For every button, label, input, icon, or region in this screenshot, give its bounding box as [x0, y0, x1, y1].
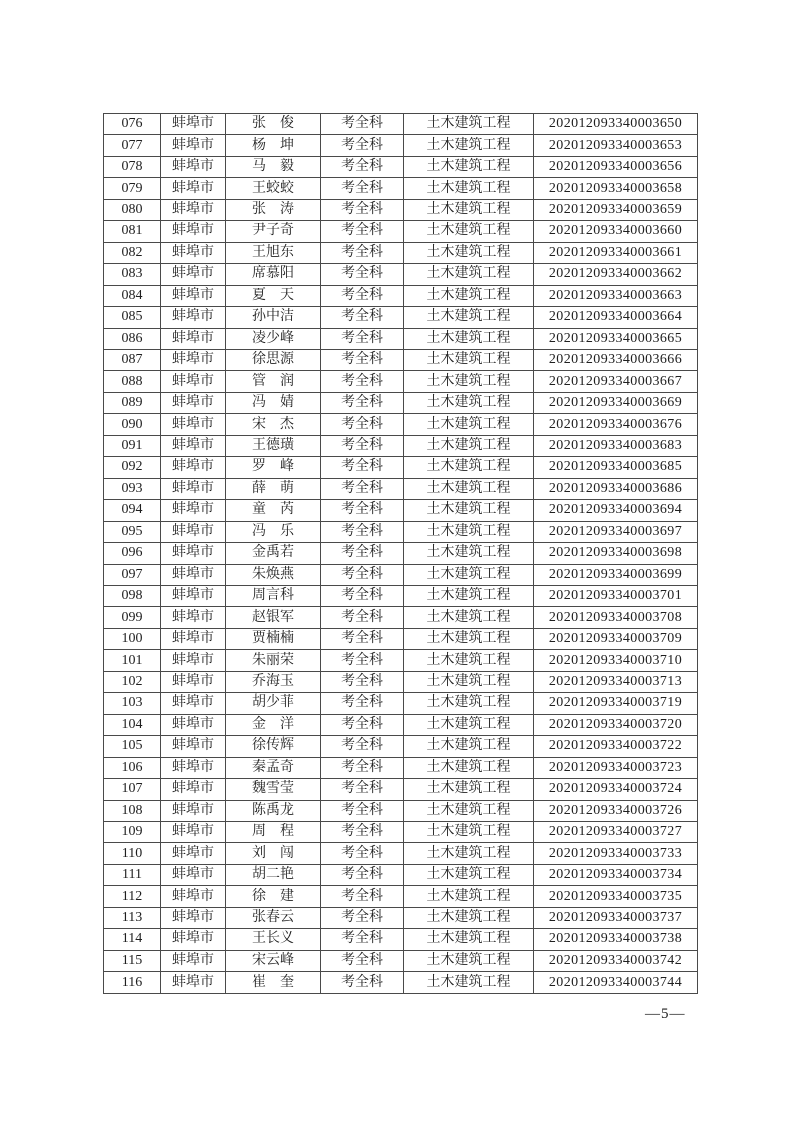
cell-name: 朱焕燕: [226, 564, 321, 585]
cell-code: 202012093340003686: [534, 478, 698, 499]
cell-city: 蚌埠市: [161, 864, 226, 885]
cell-city: 蚌埠市: [161, 757, 226, 778]
cell-exam: 考全科: [321, 135, 404, 156]
cell-major: 土木建筑工程: [404, 264, 534, 285]
cell-name: 杨 坤: [226, 135, 321, 156]
cell-exam: 考全科: [321, 500, 404, 521]
cell-major: 土木建筑工程: [404, 285, 534, 306]
cell-city: 蚌埠市: [161, 736, 226, 757]
cell-exam: 考全科: [321, 178, 404, 199]
cell-seq: 096: [104, 543, 161, 564]
cell-code: 202012093340003653: [534, 135, 698, 156]
table-row: [104, 757, 698, 778]
cell-seq: 111: [104, 864, 161, 885]
cell-city: 蚌埠市: [161, 242, 226, 263]
cell-exam: 考全科: [321, 779, 404, 800]
cell-seq: 081: [104, 221, 161, 242]
cell-name: 王蛟蛟: [226, 178, 321, 199]
cell-exam: 考全科: [321, 199, 404, 220]
cell-major: 土木建筑工程: [404, 435, 534, 456]
cell-seq: 086: [104, 328, 161, 349]
cell-code: 202012093340003744: [534, 972, 698, 994]
cell-seq: 102: [104, 671, 161, 692]
cell-name: 席慕阳: [226, 264, 321, 285]
cell-name: 胡二艳: [226, 864, 321, 885]
cell-code: 202012093340003662: [534, 264, 698, 285]
cell-code: 202012093340003727: [534, 821, 698, 842]
cell-city: 蚌埠市: [161, 671, 226, 692]
cell-name: 金禹若: [226, 543, 321, 564]
table-row: [104, 671, 698, 692]
cell-seq: 080: [104, 199, 161, 220]
cell-major: 土木建筑工程: [404, 886, 534, 907]
cell-seq: 093: [104, 478, 161, 499]
cell-seq: 091: [104, 435, 161, 456]
cell-major: 土木建筑工程: [404, 392, 534, 413]
cell-name: 徐 建: [226, 886, 321, 907]
cell-seq: 106: [104, 757, 161, 778]
cell-name: 宋云峰: [226, 950, 321, 971]
cell-city: 蚌埠市: [161, 285, 226, 306]
cell-name: 王长义: [226, 929, 321, 950]
table-row: [104, 950, 698, 971]
cell-exam: 考全科: [321, 693, 404, 714]
cell-name: 周言科: [226, 585, 321, 606]
cell-name: 徐传辉: [226, 736, 321, 757]
cell-major: 土木建筑工程: [404, 307, 534, 328]
cell-major: 土木建筑工程: [404, 349, 534, 370]
cell-city: 蚌埠市: [161, 414, 226, 435]
cell-major: 土木建筑工程: [404, 564, 534, 585]
cell-seq: 105: [104, 736, 161, 757]
cell-code: 202012093340003722: [534, 736, 698, 757]
cell-code: 202012093340003723: [534, 757, 698, 778]
table-row: [104, 435, 698, 456]
cell-city: 蚌埠市: [161, 950, 226, 971]
cell-name: 张 涛: [226, 199, 321, 220]
cell-exam: 考全科: [321, 521, 404, 542]
cell-city: 蚌埠市: [161, 114, 226, 135]
cell-seq: 113: [104, 907, 161, 928]
cell-major: 土木建筑工程: [404, 607, 534, 628]
cell-major: 土木建筑工程: [404, 972, 534, 994]
cell-major: 土木建筑工程: [404, 114, 534, 135]
cell-seq: 085: [104, 307, 161, 328]
cell-name: 朱丽荣: [226, 650, 321, 671]
cell-code: 202012093340003683: [534, 435, 698, 456]
cell-name: 王德璜: [226, 435, 321, 456]
cell-name: 周 程: [226, 821, 321, 842]
cell-name: 陈禹龙: [226, 800, 321, 821]
cell-name: 管 润: [226, 371, 321, 392]
table-row: [104, 371, 698, 392]
cell-code: 202012093340003720: [534, 714, 698, 735]
cell-major: 土木建筑工程: [404, 156, 534, 177]
cell-exam: 考全科: [321, 736, 404, 757]
table-row: [104, 821, 698, 842]
cell-major: 土木建筑工程: [404, 736, 534, 757]
cell-exam: 考全科: [321, 607, 404, 628]
cell-major: 土木建筑工程: [404, 500, 534, 521]
table-row: [104, 457, 698, 478]
cell-city: 蚌埠市: [161, 521, 226, 542]
cell-city: 蚌埠市: [161, 328, 226, 349]
cell-code: 202012093340003701: [534, 585, 698, 606]
cell-name: 冯 乐: [226, 521, 321, 542]
cell-exam: 考全科: [321, 714, 404, 735]
cell-name: 金 洋: [226, 714, 321, 735]
cell-city: 蚌埠市: [161, 543, 226, 564]
cell-seq: 088: [104, 371, 161, 392]
cell-major: 土木建筑工程: [404, 135, 534, 156]
table-row: [104, 800, 698, 821]
cell-city: 蚌埠市: [161, 478, 226, 499]
cell-code: 202012093340003669: [534, 392, 698, 413]
cell-exam: 考全科: [321, 328, 404, 349]
cell-exam: 考全科: [321, 821, 404, 842]
cell-city: 蚌埠市: [161, 392, 226, 413]
cell-name: 胡少菲: [226, 693, 321, 714]
cell-major: 土木建筑工程: [404, 671, 534, 692]
cell-exam: 考全科: [321, 543, 404, 564]
table-row: [104, 414, 698, 435]
cell-code: 202012093340003698: [534, 543, 698, 564]
cell-city: 蚌埠市: [161, 800, 226, 821]
table-row: [104, 843, 698, 864]
cell-code: 202012093340003713: [534, 671, 698, 692]
cell-code: 202012093340003663: [534, 285, 698, 306]
cell-exam: 考全科: [321, 307, 404, 328]
table-row: [104, 114, 698, 135]
cell-code: 202012093340003666: [534, 349, 698, 370]
table-row: [104, 199, 698, 220]
cell-major: 土木建筑工程: [404, 521, 534, 542]
cell-name: 秦孟奇: [226, 757, 321, 778]
cell-seq: 079: [104, 178, 161, 199]
table-row: [104, 714, 698, 735]
cell-city: 蚌埠市: [161, 178, 226, 199]
cell-city: 蚌埠市: [161, 457, 226, 478]
cell-city: 蚌埠市: [161, 843, 226, 864]
cell-name: 乔海玉: [226, 671, 321, 692]
table-row: [104, 929, 698, 950]
cell-seq: 082: [104, 242, 161, 263]
table-row: [104, 650, 698, 671]
cell-code: 202012093340003650: [534, 114, 698, 135]
cell-major: 土木建筑工程: [404, 950, 534, 971]
roster-table: [103, 113, 698, 994]
cell-exam: 考全科: [321, 886, 404, 907]
cell-city: 蚌埠市: [161, 714, 226, 735]
table-row: [104, 349, 698, 370]
cell-major: 土木建筑工程: [404, 628, 534, 649]
cell-name: 孙中洁: [226, 307, 321, 328]
cell-exam: 考全科: [321, 285, 404, 306]
cell-seq: 108: [104, 800, 161, 821]
cell-city: 蚌埠市: [161, 650, 226, 671]
cell-major: 土木建筑工程: [404, 221, 534, 242]
cell-city: 蚌埠市: [161, 156, 226, 177]
cell-seq: 087: [104, 349, 161, 370]
cell-city: 蚌埠市: [161, 628, 226, 649]
cell-name: 崔 奎: [226, 972, 321, 994]
cell-major: 土木建筑工程: [404, 907, 534, 928]
cell-code: 202012093340003694: [534, 500, 698, 521]
cell-code: 202012093340003660: [534, 221, 698, 242]
cell-major: 土木建筑工程: [404, 821, 534, 842]
cell-name: 凌少峰: [226, 328, 321, 349]
cell-city: 蚌埠市: [161, 907, 226, 928]
cell-code: 202012093340003719: [534, 693, 698, 714]
table-row: [104, 178, 698, 199]
cell-code: 202012093340003709: [534, 628, 698, 649]
cell-major: 土木建筑工程: [404, 864, 534, 885]
table-row: [104, 585, 698, 606]
cell-name: 薛 萌: [226, 478, 321, 499]
table-row: [104, 156, 698, 177]
cell-name: 赵银军: [226, 607, 321, 628]
cell-code: 202012093340003659: [534, 199, 698, 220]
table-row: [104, 285, 698, 306]
cell-name: 夏 天: [226, 285, 321, 306]
cell-name: 童 芮: [226, 500, 321, 521]
table-row: [104, 864, 698, 885]
cell-major: 土木建筑工程: [404, 929, 534, 950]
cell-exam: 考全科: [321, 864, 404, 885]
cell-exam: 考全科: [321, 414, 404, 435]
cell-seq: 094: [104, 500, 161, 521]
table-row: [104, 242, 698, 263]
cell-exam: 考全科: [321, 221, 404, 242]
cell-name: 魏雪莹: [226, 779, 321, 800]
cell-name: 张春云: [226, 907, 321, 928]
cell-code: 202012093340003665: [534, 328, 698, 349]
cell-exam: 考全科: [321, 671, 404, 692]
table-row: [104, 907, 698, 928]
cell-exam: 考全科: [321, 156, 404, 177]
cell-code: 202012093340003735: [534, 886, 698, 907]
cell-exam: 考全科: [321, 929, 404, 950]
cell-seq: 114: [104, 929, 161, 950]
table-row: [104, 500, 698, 521]
table-row: [104, 307, 698, 328]
cell-major: 土木建筑工程: [404, 414, 534, 435]
cell-seq: 103: [104, 693, 161, 714]
cell-major: 土木建筑工程: [404, 843, 534, 864]
cell-code: 202012093340003708: [534, 607, 698, 628]
table-row: [104, 135, 698, 156]
cell-city: 蚌埠市: [161, 349, 226, 370]
cell-major: 土木建筑工程: [404, 328, 534, 349]
table-row: [104, 392, 698, 413]
cell-seq: 092: [104, 457, 161, 478]
cell-major: 土木建筑工程: [404, 693, 534, 714]
cell-major: 土木建筑工程: [404, 178, 534, 199]
cell-major: 土木建筑工程: [404, 543, 534, 564]
table-row: [104, 264, 698, 285]
cell-seq: 095: [104, 521, 161, 542]
table-row: [104, 972, 698, 994]
cell-major: 土木建筑工程: [404, 242, 534, 263]
table-row: [104, 328, 698, 349]
table-row: [104, 564, 698, 585]
cell-name: 罗 峰: [226, 457, 321, 478]
cell-seq: 104: [104, 714, 161, 735]
cell-name: 尹子奇: [226, 221, 321, 242]
cell-exam: 考全科: [321, 478, 404, 499]
table-row: [104, 521, 698, 542]
table-row: [104, 543, 698, 564]
cell-seq: 089: [104, 392, 161, 413]
cell-code: 202012093340003661: [534, 242, 698, 263]
cell-exam: 考全科: [321, 114, 404, 135]
cell-code: 202012093340003685: [534, 457, 698, 478]
cell-code: 202012093340003733: [534, 843, 698, 864]
cell-city: 蚌埠市: [161, 500, 226, 521]
table-row: [104, 736, 698, 757]
cell-code: 202012093340003667: [534, 371, 698, 392]
cell-code: 202012093340003734: [534, 864, 698, 885]
cell-seq: 098: [104, 585, 161, 606]
cell-seq: 083: [104, 264, 161, 285]
table-row: [104, 628, 698, 649]
cell-city: 蚌埠市: [161, 307, 226, 328]
cell-exam: 考全科: [321, 371, 404, 392]
cell-exam: 考全科: [321, 585, 404, 606]
cell-seq: 097: [104, 564, 161, 585]
cell-exam: 考全科: [321, 650, 404, 671]
table-row: [104, 221, 698, 242]
cell-seq: 076: [104, 114, 161, 135]
cell-name: 贾楠楠: [226, 628, 321, 649]
cell-city: 蚌埠市: [161, 607, 226, 628]
cell-city: 蚌埠市: [161, 821, 226, 842]
cell-city: 蚌埠市: [161, 135, 226, 156]
cell-seq: 077: [104, 135, 161, 156]
cell-code: 202012093340003656: [534, 156, 698, 177]
cell-city: 蚌埠市: [161, 886, 226, 907]
cell-exam: 考全科: [321, 628, 404, 649]
table-row: [104, 886, 698, 907]
cell-code: 202012093340003726: [534, 800, 698, 821]
cell-major: 土木建筑工程: [404, 779, 534, 800]
cell-city: 蚌埠市: [161, 221, 226, 242]
cell-exam: 考全科: [321, 564, 404, 585]
cell-name: 冯 婧: [226, 392, 321, 413]
cell-city: 蚌埠市: [161, 693, 226, 714]
cell-city: 蚌埠市: [161, 779, 226, 800]
cell-major: 土木建筑工程: [404, 478, 534, 499]
cell-name: 马 毅: [226, 156, 321, 177]
table-row: [104, 779, 698, 800]
cell-name: 刘 闯: [226, 843, 321, 864]
cell-seq: 100: [104, 628, 161, 649]
cell-major: 土木建筑工程: [404, 800, 534, 821]
cell-major: 土木建筑工程: [404, 757, 534, 778]
cell-exam: 考全科: [321, 757, 404, 778]
cell-code: 202012093340003742: [534, 950, 698, 971]
table-row: [104, 693, 698, 714]
cell-major: 土木建筑工程: [404, 457, 534, 478]
cell-city: 蚌埠市: [161, 264, 226, 285]
cell-exam: 考全科: [321, 392, 404, 413]
cell-city: 蚌埠市: [161, 199, 226, 220]
cell-seq: 090: [104, 414, 161, 435]
cell-exam: 考全科: [321, 435, 404, 456]
cell-city: 蚌埠市: [161, 435, 226, 456]
cell-code: 202012093340003710: [534, 650, 698, 671]
page-number: —5—: [645, 1006, 686, 1022]
table-row: [104, 607, 698, 628]
cell-major: 土木建筑工程: [404, 714, 534, 735]
cell-code: 202012093340003699: [534, 564, 698, 585]
cell-exam: 考全科: [321, 843, 404, 864]
cell-city: 蚌埠市: [161, 564, 226, 585]
cell-name: 徐思源: [226, 349, 321, 370]
cell-seq: 115: [104, 950, 161, 971]
cell-code: 202012093340003676: [534, 414, 698, 435]
cell-name: 王旭东: [226, 242, 321, 263]
cell-seq: 109: [104, 821, 161, 842]
cell-major: 土木建筑工程: [404, 650, 534, 671]
cell-exam: 考全科: [321, 242, 404, 263]
cell-exam: 考全科: [321, 264, 404, 285]
cell-seq: 101: [104, 650, 161, 671]
cell-seq: 078: [104, 156, 161, 177]
cell-exam: 考全科: [321, 907, 404, 928]
cell-name: 张 俊: [226, 114, 321, 135]
cell-exam: 考全科: [321, 972, 404, 994]
cell-seq: 112: [104, 886, 161, 907]
cell-code: 202012093340003737: [534, 907, 698, 928]
cell-exam: 考全科: [321, 800, 404, 821]
cell-seq: 099: [104, 607, 161, 628]
cell-major: 土木建筑工程: [404, 585, 534, 606]
table-row: [104, 478, 698, 499]
cell-city: 蚌埠市: [161, 371, 226, 392]
cell-city: 蚌埠市: [161, 929, 226, 950]
cell-code: 202012093340003724: [534, 779, 698, 800]
cell-city: 蚌埠市: [161, 972, 226, 994]
cell-code: 202012093340003664: [534, 307, 698, 328]
cell-exam: 考全科: [321, 349, 404, 370]
cell-exam: 考全科: [321, 950, 404, 971]
cell-seq: 107: [104, 779, 161, 800]
cell-seq: 116: [104, 972, 161, 994]
cell-code: 202012093340003738: [534, 929, 698, 950]
cell-city: 蚌埠市: [161, 585, 226, 606]
cell-major: 土木建筑工程: [404, 371, 534, 392]
cell-major: 土木建筑工程: [404, 199, 534, 220]
cell-code: 202012093340003697: [534, 521, 698, 542]
cell-exam: 考全科: [321, 457, 404, 478]
cell-seq: 110: [104, 843, 161, 864]
cell-name: 宋 杰: [226, 414, 321, 435]
cell-seq: 084: [104, 285, 161, 306]
cell-code: 202012093340003658: [534, 178, 698, 199]
